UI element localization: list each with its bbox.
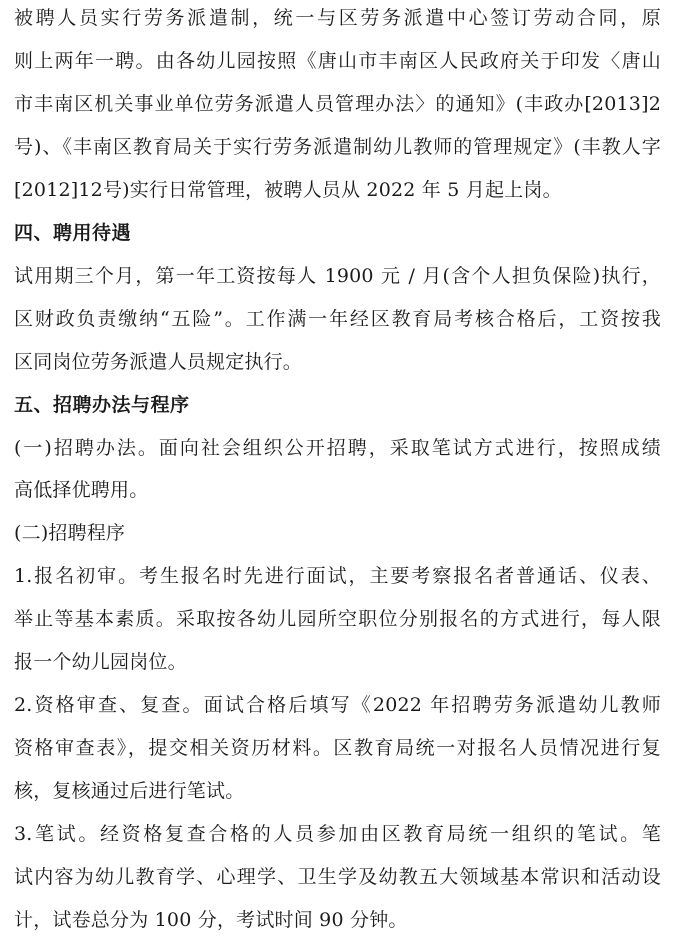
paragraph-line: 报一个幼儿园岗位。 — [14, 651, 187, 673]
subheading-line: (二)招聘程序 — [14, 522, 126, 544]
paragraph-line: 区同岗位劳务派遣人员规定执行。 — [14, 351, 303, 373]
paragraph-line: 被聘人员实行劳务派遣制，统一与区劳务派遣中心签订劳动合同，原 — [14, 7, 661, 29]
paragraph-line: 计，试卷总分为 100 分，考试时间 90 分钟。 — [14, 909, 408, 931]
paragraph-line: 则上两年一聘。由各幼儿园按照《唐山市丰南区人民政府关于印发〈唐山 — [14, 50, 661, 72]
paragraph-line: 举止等基本素质。采取按各幼儿园所空职位分别报名的方式进行，每人限 — [14, 608, 661, 630]
paragraph-line: 号)、《丰南区教育局关于实行劳务派遣制幼儿教师的管理规定》(丰教人字 — [14, 136, 661, 158]
paragraph-line: 核，复核通过后进行笔试。 — [14, 780, 245, 802]
paragraph-line: (一)招聘办法。面向社会组织公开招聘，采取笔试方式进行，按照成绩 — [14, 437, 661, 459]
paragraph-line: 区财政负责缴纳“五险”。工作满一年经区教育局考核合格后，工资按我 — [14, 308, 661, 330]
paragraph-line: 试内容为幼儿教育学、心理学、卫生学及幼教五大领域基本常识和活动设 — [14, 866, 661, 888]
section-heading-4: 四、聘用待遇 — [14, 222, 132, 244]
paragraph-line: 1.报名初审。考生报名时先进行面试，主要考察报名者普通话、仪表、 — [14, 565, 661, 587]
paragraph-line: 试用期三个月，第一年工资按每人 1900 元 / 月(含个人担负保险)执行， — [14, 265, 661, 287]
section-heading-5: 五、招聘办法与程序 — [14, 394, 190, 416]
paragraph-line: 资格审查表》，提交相关资历材料。区教育局统一对报名人员情况进行复 — [14, 737, 661, 759]
paragraph-line: 2.资格审查、复查。面试合格后填写《2022 年招聘劳务派遣幼儿教师 — [14, 694, 661, 716]
paragraph-line: [2012]12号)实行日常管理，被聘人员从 2022 年 5 月起上岗。 — [14, 179, 562, 201]
paragraph-line: 高低择优聘用。 — [14, 479, 149, 501]
paragraph-line: 市丰南区机关事业单位劳务派遣人员管理办法〉的通知》(丰政办[2013]2 — [14, 93, 661, 115]
paragraph-line: 3.笔试。经资格复查合格的人员参加由区教育局统一组织的笔试。笔 — [14, 823, 661, 845]
